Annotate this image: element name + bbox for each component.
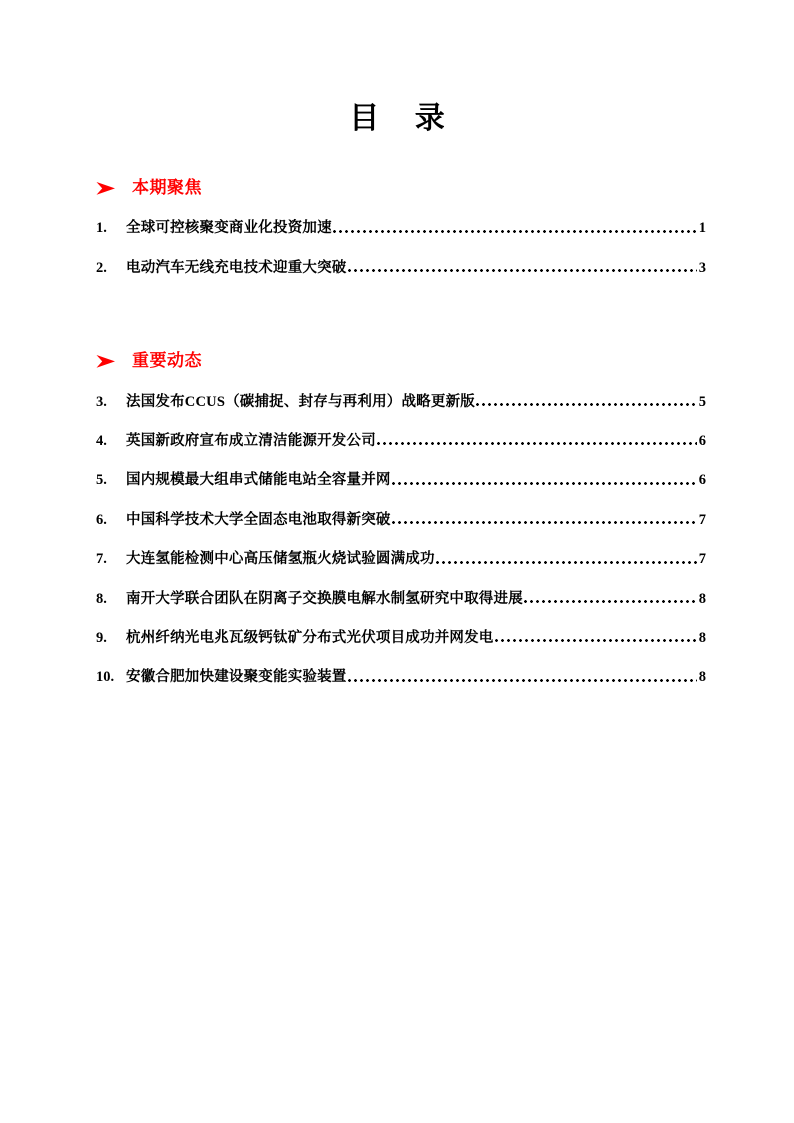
arrowhead-right-icon — [96, 353, 122, 370]
entry-spacer — [96, 569, 706, 591]
entry-spacer — [96, 411, 706, 433]
toc-entry-number: 3. — [96, 393, 107, 410]
entry-spacer — [96, 608, 706, 630]
toc-entry-number: 8. — [96, 590, 107, 607]
table-of-contents — [96, 178, 706, 687]
toc-entry-title[interactable]: 英国新政府宣布成立清洁能源开发公司 — [126, 432, 376, 449]
toc-entry-page-number[interactable]: 7 — [698, 511, 706, 528]
arrowhead-right-icon — [96, 180, 122, 197]
toc-entry-title[interactable]: 电动汽车无线充电技术迎重大突破 — [126, 259, 347, 276]
toc-leader-dots — [348, 262, 697, 274]
section-heading-label: 本期聚焦 — [132, 178, 202, 197]
toc-entry[interactable] — [96, 591, 706, 608]
toc-entry-list — [96, 394, 706, 687]
toc-entry-number: 9. — [96, 629, 107, 646]
entry-spacer — [96, 529, 706, 551]
toc-entry-page-number[interactable]: 6 — [698, 432, 706, 449]
toc-entry[interactable] — [96, 472, 706, 489]
toc-entry-number: 2. — [96, 259, 107, 276]
toc-leader-dots — [348, 672, 697, 684]
page-title: 目 录 — [349, 102, 459, 135]
toc-leader-dots — [495, 632, 697, 644]
toc-entry[interactable] — [96, 260, 706, 277]
toc-entry[interactable] — [96, 551, 706, 568]
toc-entry-title[interactable]: 国内规模最大组串式储能电站全容量并网 — [126, 472, 391, 489]
toc-entry-number: 1. — [96, 220, 107, 237]
toc-entry-page-number[interactable]: 8 — [698, 629, 706, 646]
toc-entry-title[interactable]: 大连氢能检测中心高压储氢瓶火烧试验圆满成功 — [126, 551, 435, 568]
toc-entry-title[interactable]: 全球可控核聚变商业化投资加速 — [126, 220, 332, 237]
entry-spacer — [96, 490, 706, 512]
toc-entry-number: 5. — [96, 472, 107, 489]
toc-entry-title[interactable]: 安徽合肥加快建设聚变能实验装置 — [126, 669, 347, 686]
heading-spacer — [96, 198, 706, 220]
section-heading-2 — [96, 351, 706, 371]
entry-spacer — [96, 238, 706, 260]
entry-spacer — [96, 647, 706, 669]
toc-entry-list — [96, 220, 706, 277]
toc-entry-number: 7. — [96, 551, 107, 568]
toc-entry-page-number[interactable]: 8 — [698, 669, 706, 686]
toc-leader-dots — [333, 223, 697, 235]
toc-leader-dots — [392, 514, 697, 526]
toc-entry-title[interactable]: 法国发布CCUS（碳捕捉、封存与再利用）战略更新版 — [126, 393, 475, 410]
heading-spacer — [96, 372, 706, 394]
toc-entry-title[interactable]: 中国科学技术大学全固态电池取得新突破 — [126, 511, 391, 528]
toc-entry-number: 10. — [96, 669, 115, 686]
toc-entry-page-number[interactable]: 1 — [698, 220, 706, 237]
toc-entry[interactable] — [96, 394, 706, 411]
toc-entry-page-number[interactable]: 8 — [698, 590, 706, 607]
toc-leader-dots — [476, 396, 697, 408]
section-spacer — [96, 277, 706, 351]
toc-entry[interactable] — [96, 220, 706, 237]
toc-entry[interactable] — [96, 669, 706, 686]
toc-entry-number: 4. — [96, 432, 107, 449]
toc-entry-number: 6. — [96, 511, 107, 528]
section-heading-label: 重要动态 — [132, 351, 202, 371]
entry-spacer — [96, 450, 706, 472]
toc-entry-page-number[interactable]: 7 — [698, 551, 706, 568]
toc-entry-page-number[interactable]: 5 — [698, 393, 706, 410]
toc-entry-page-number[interactable]: 6 — [698, 472, 706, 489]
toc-entry-page-number[interactable]: 3 — [698, 259, 706, 276]
toc-leader-dots — [436, 554, 697, 566]
toc-entry-title[interactable]: 南开大学联合团队在阴离子交换膜电解水制氢研究中取得进展 — [126, 590, 523, 607]
toc-leader-dots — [392, 475, 697, 487]
toc-entry[interactable] — [96, 433, 706, 450]
section-heading-1 — [96, 178, 706, 198]
toc-leader-dots — [524, 593, 697, 605]
toc-leader-dots — [377, 435, 697, 447]
toc-entry[interactable] — [96, 512, 706, 529]
toc-entry[interactable] — [96, 630, 706, 647]
toc-entry-title[interactable]: 杭州纤纳光电兆瓦级钙钛矿分布式光伏项目成功并网发电 — [126, 629, 494, 646]
